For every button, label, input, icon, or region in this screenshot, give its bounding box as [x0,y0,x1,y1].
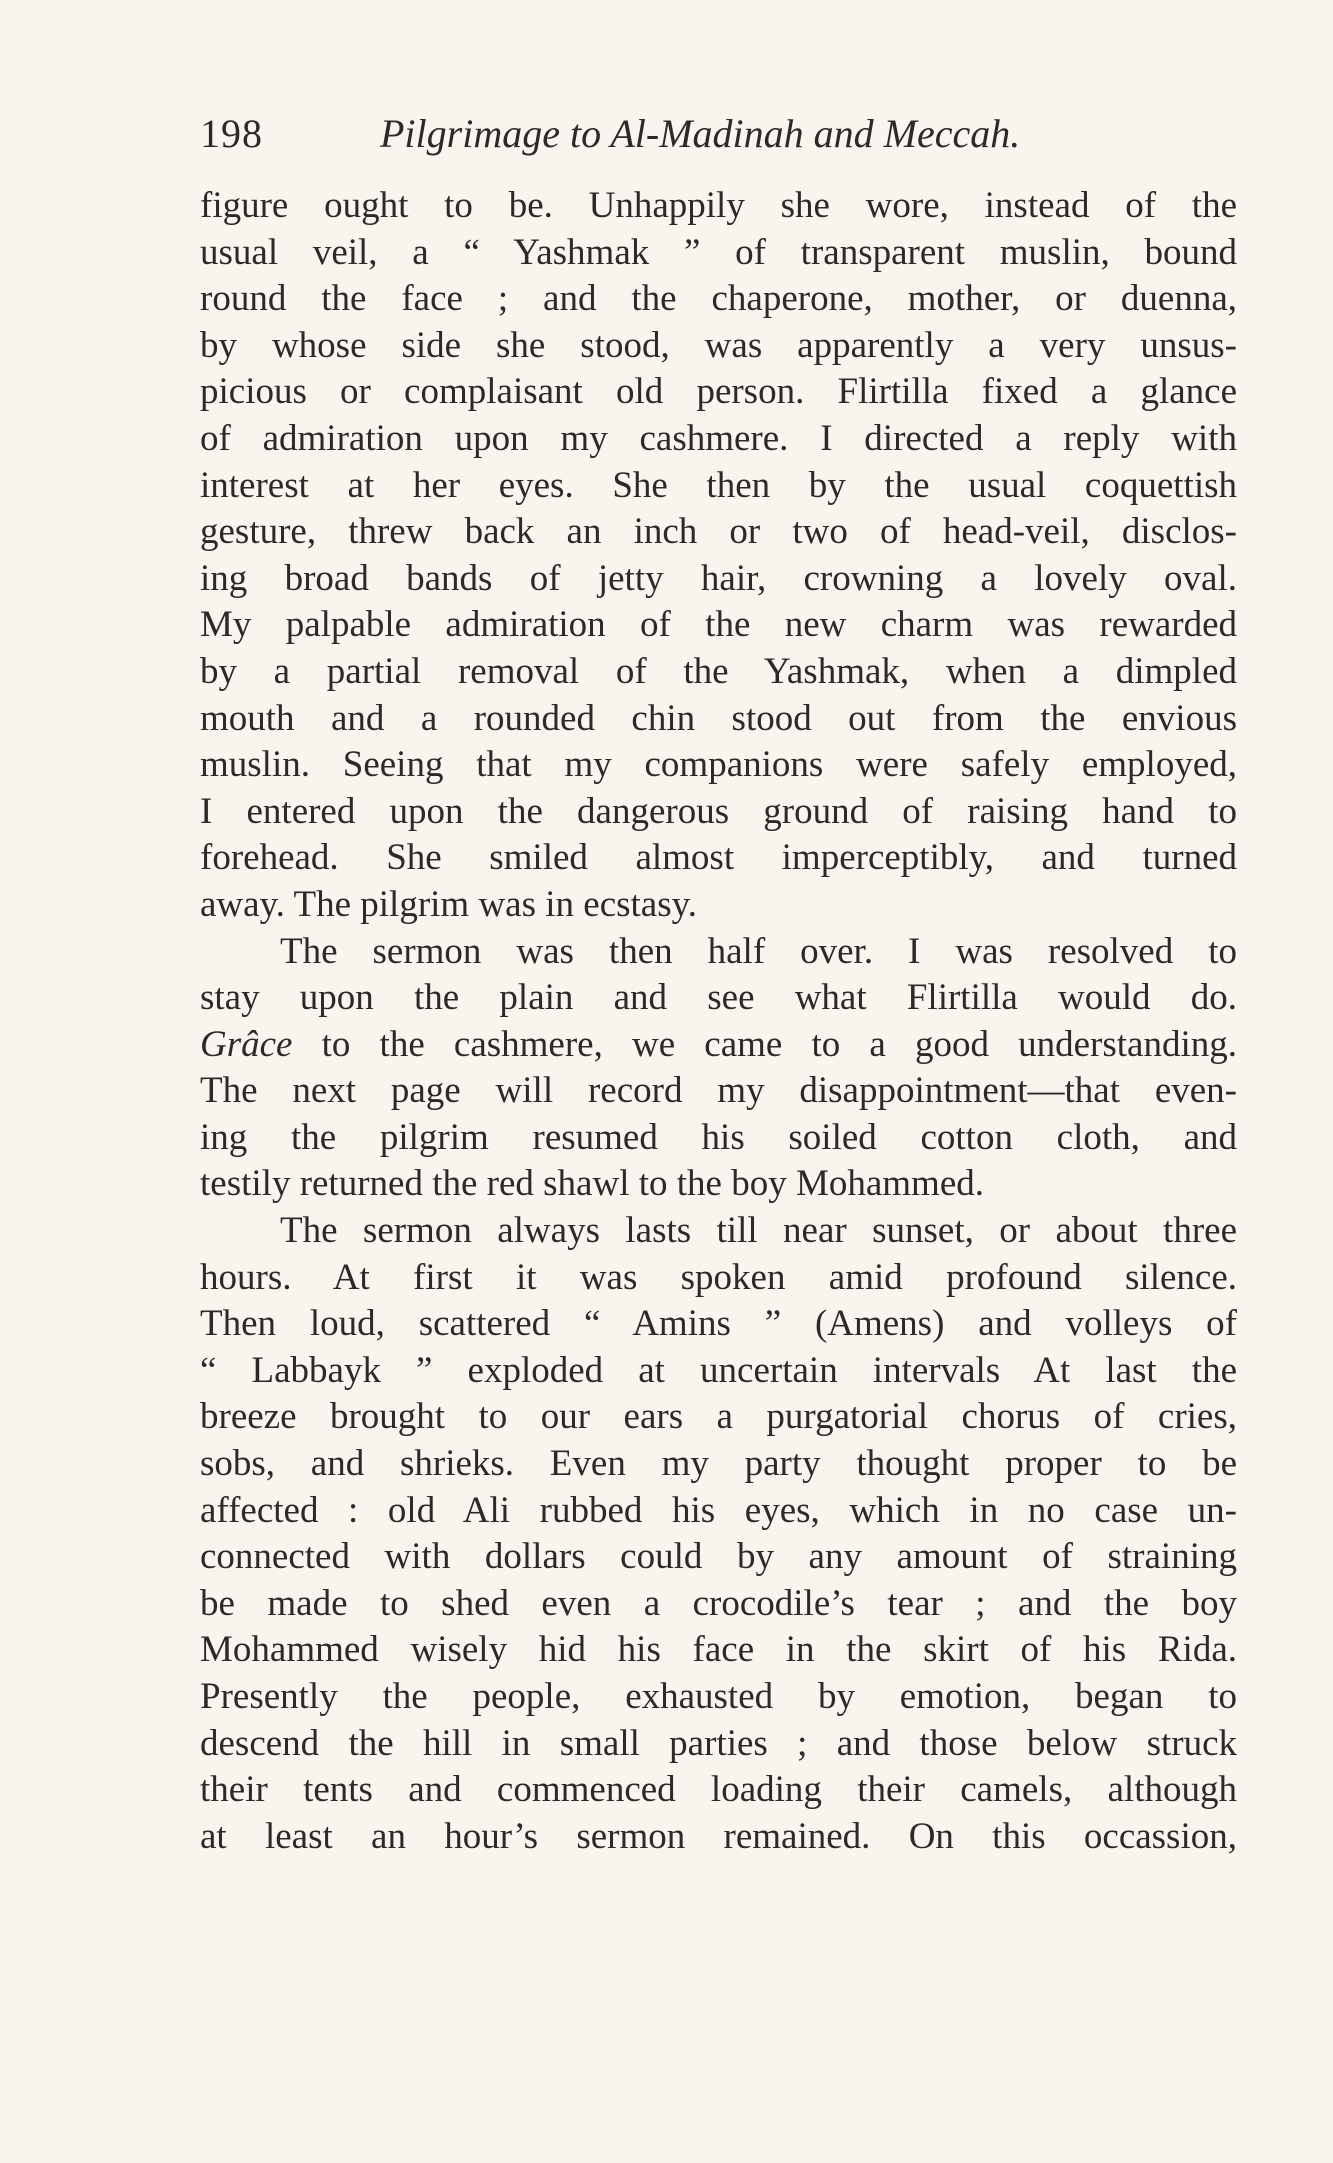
text-line: figure ought to be. Unhappily she wore, instead of the [200,185,1237,226]
text-line: mouth and a rounded chin stood out from the envious [200,697,1237,739]
body-text [200,183,1237,1860]
text-line: My palpable admiration of the new charm was rewarded [200,604,1237,646]
line-remainder: to the cashmere, we came to a good understanding. [292,1023,1237,1065]
text-line: Then loud, scattered “ Amins ” (Amens) and volleys of [200,1303,1237,1345]
text-line: by whose side she stood, was apparently a very unsus- [200,324,1237,366]
text-line: testily returned the red shawl to the boy Mohammed. [200,1163,985,1205]
text-line: away. The pilgrim was in ecstasy. [200,883,697,925]
text-line: of admiration upon my cashmere. I directed a reply with [200,417,1237,459]
text-line: I entered upon the dangerous ground of raising hand to [200,790,1237,832]
text-line: sobs, and shrieks. Even my party thought proper to be [200,1443,1237,1485]
text-line: usual veil, a “ Yashmak ” of transparent muslin, bound [200,231,1237,273]
page-number: 198 [200,111,263,156]
running-head [200,104,1080,164]
text-line: be made to shed even a crocodile’s tear ; and the boy [200,1582,1237,1624]
text-line: The sermon always lasts till near sunset, or about three [280,1210,1237,1252]
text-line: at least an hour’s sermon remained. On this occassion, [200,1815,1237,1857]
running-title: Pilgrimage to Al-Madinah and Meccah. [380,111,1021,156]
text-line: picious or complaisant old person. Flirtilla fixed a glance [200,371,1237,413]
text-line: breeze brought to our ears a purgatorial chorus of cries, [200,1396,1237,1438]
text-line: descend the hill in small parties ; and those below struck [200,1722,1237,1764]
text-line: round the face ; and the chaperone, mother, or duenna, [200,278,1237,320]
text-line: affected : old Ali rubbed his eyes, which in no case un- [200,1489,1237,1531]
text-line: their tents and commenced loading their camels, although [200,1769,1237,1811]
text-line: hours. At first it was spoken amid profound silence. [200,1256,1237,1298]
text-line: forehead. She smiled almost imperceptibly, and turned [200,837,1237,879]
text-line: by a partial removal of the Yashmak, when a dimpled [200,650,1237,692]
text-line: Mohammed wisely hid his face in the skirt of his Rida. [200,1629,1237,1671]
text-line: ing the pilgrim resumed his soiled cotton cloth, and [200,1116,1237,1158]
text-line: Presently the people, exhausted by emotion, began to [200,1676,1237,1717]
text-line: ing broad bands of jetty hair, crowning a lovely oval. [200,557,1237,599]
text-line: muslin. Seeing that my companions were safely employed, [200,744,1237,786]
italic-word: Grâce [200,1023,293,1065]
text-line: connected with dollars could by any amount of straining [200,1536,1237,1578]
text-line: stay upon the plain and see what Flirtilla would do. [200,977,1237,1019]
text-line: “ Labbayk ” exploded at uncertain intervals At last the [200,1349,1237,1391]
text-line: interest at her eyes. She then by the usual coquettish [200,464,1237,506]
text-line: The next page will record my disappointment—that even- [200,1070,1237,1112]
text-line-with-italic [200,1022,1237,1069]
text-line: The sermon was then half over. I was resolved to [280,930,1237,972]
text-line: gesture, threw back an inch or two of head-veil, disclos- [200,511,1237,553]
